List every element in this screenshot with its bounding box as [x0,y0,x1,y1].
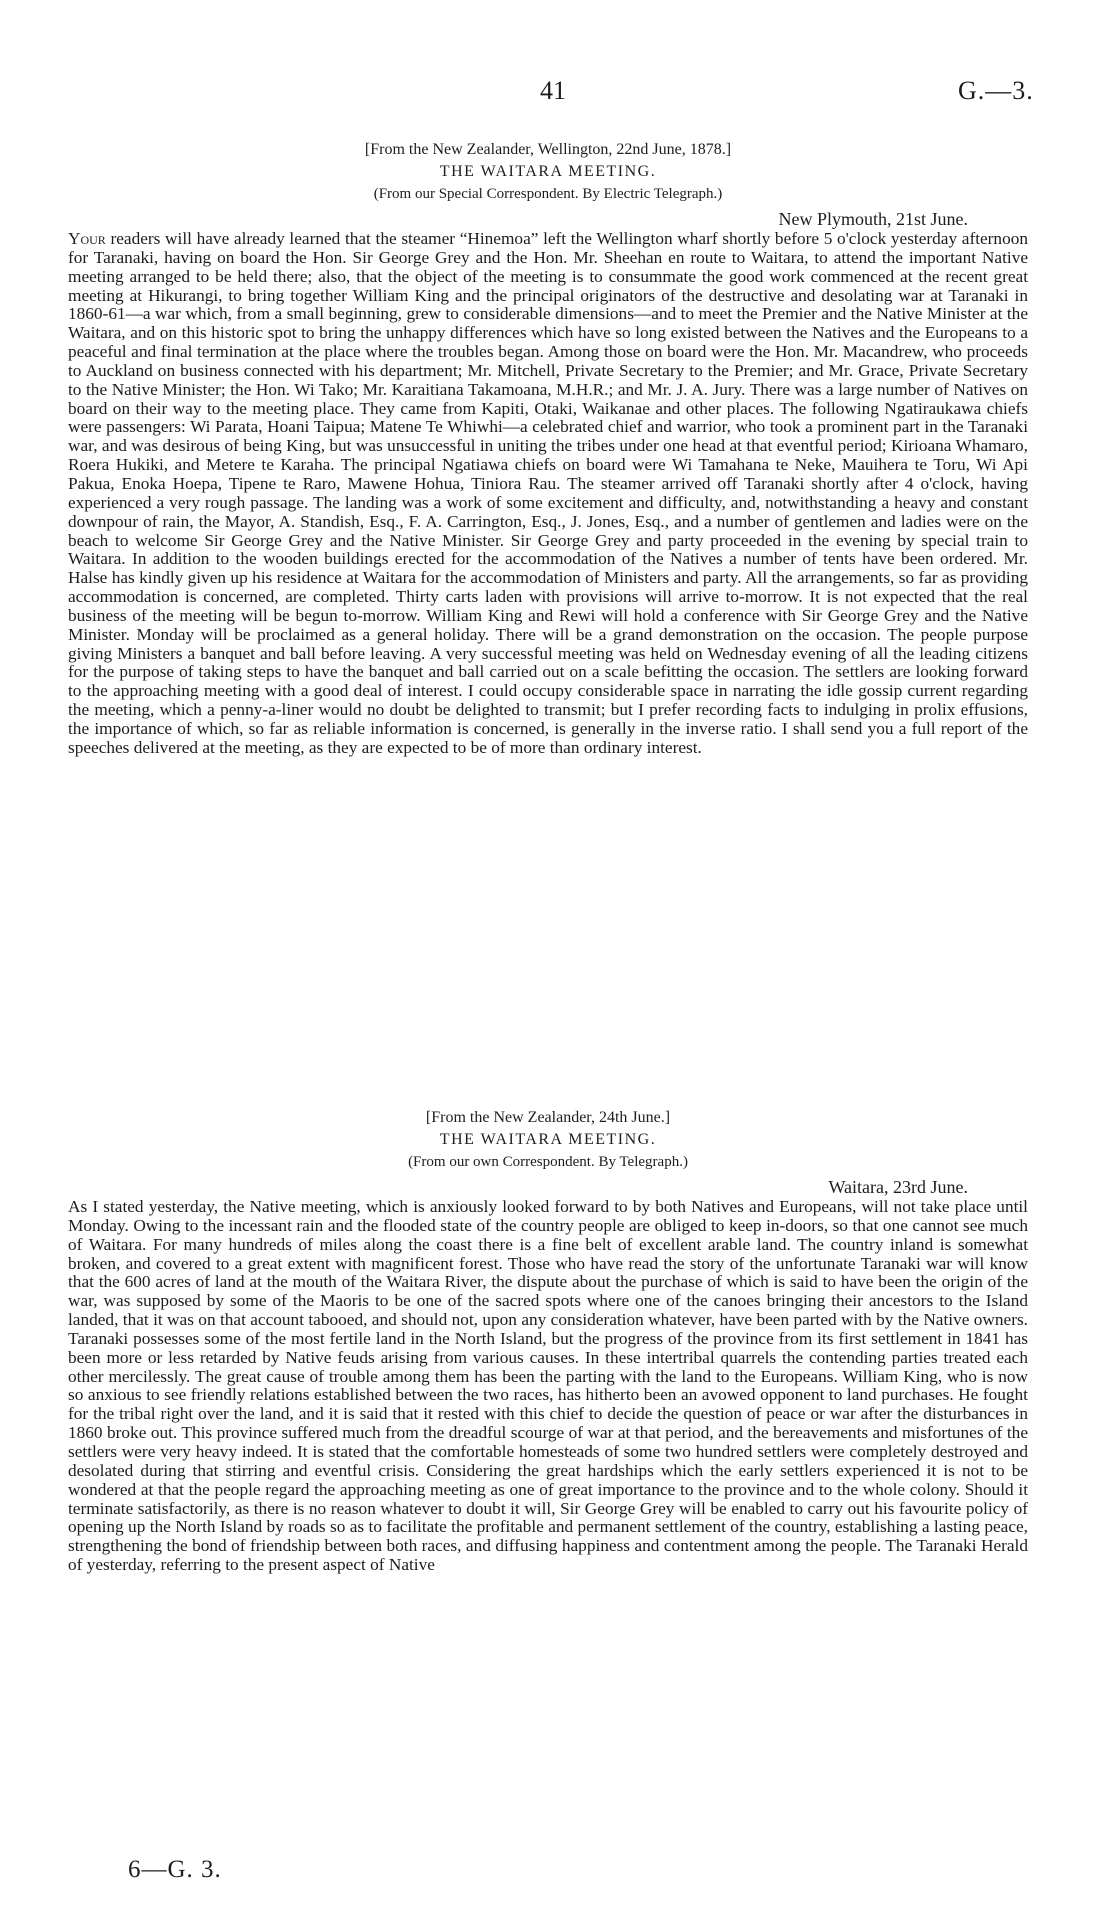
lead-word: As [68,1197,88,1216]
article-waitara-meeting-1 [68,140,1028,758]
signature-mark: 6—G. 3. [128,1856,222,1883]
lead-word: Your [68,229,106,248]
article-waitara-meeting-2 [68,1108,1028,1575]
article-body-text: readers will have already learned that the steamer “Hinemoa” left the Wellington wharf shortly before 5 o'clock yesterday afternoon for Taranaki, having on board the Hon. Sir George Grey and the Hon. Mr. Sheehan en route to Waitara, to attend the important Native meeting arranged to be held there; also, that the object of the meeting is to consummate the good work commenced at the recent great meeting at Hikurangi, to bring together William King and the principal originators of the destructive and desolating war at Taranaki in 1860-61—a war which, from a small beginning, grew to considerable dimensions—and to meet the Premier and the Native Minister at the Waitara, and on this historic spot to bring the unhappy differences which have so long existed between the Natives and the Europeans to a peaceful and final termination at the place where the troubles began. Among those on board were the Hon. Mr. Macandrew, who proceeds to Auckland on business connected with his department; Mr. Mitchell, Private Secretary to the Premier; and Mr. Grace, Private Secretary to the Native Minister; the Hon. Wi Tako; Mr. Karaitiana Takamoana, M.H.R.; and Mr. J. A. Jury. There was a large number of Natives on board on their way to the meeting place. They came from Kapiti, Otaki, Waikanae and other places. The following Ngatiraukawa chiefs were passengers: Wi Parata, Hoani Taipua; Matene Te Whiwhi—a celebrated chief and warrior, who took a prominent part in the Taranaki war, and was desirous of being King, but was unsuccessful in uniting the tribes under one head at that eventful period; Kirioana Whamaro, Roera Hukiki, and Metere te Karaha. The principal Ngatiawa chiefs on board were Wi Tamahana te Neke, Mauihera te Toru, Wi Api Pakua, Enoka Hoepa, Tipene te Raro, Mawene Hohua, Tiniora Rau. The steamer arrived off Taranaki shortly after 4 o'clock, having experienced a very rough passage. The landing was a work of some excitement and difficulty, and, notwithstanding a heavy and constant downpour of rain, the Mayor, A. Standish, Esq., F. A. Carrington, Esq., J. Jones, Esq., and a number of gentlemen and ladies were on the beach to welcome Sir George Grey and the Native Minister. Sir George Grey and party proceeded in the evening by special train to Waitara. In addition to the wooden buildings erected for the accommodation of the Natives a number of tents have been ordered. Mr. Halse has kindly given up his residence at Waitara for the accommodation of Ministers and party. All the arrangements, so far as providing accommodation is concerned, are completed. Thirty carts laden with provisions will arrive to-morrow. It is not expected that the real business of the meeting will be begun to-morrow. William King and Rewi will hold a conference with Sir George Grey and the Native Minister. Monday will be proclaimed as a general holiday. There will be a grand demonstration on the occasion. The people purpose giving Ministers a banquet and ball before leaving. A very successful meeting was held on Wednesday evening of all the leading citizens for the purpose of taking steps to have the banquet and ball carried out on a scale befitting the occasion. The settlers are looking forward to the approaching meeting with a good deal of interest. I could occupy considerable space in narrating the idle gossip current regarding the meeting, which a penny-a-liner would no doubt be delighted to transmit; but I prefer recording facts to indulging in prolix effusions, the importance of which, so far as reliable information is concerned, is generally in the inverse ratio. I shall send you a full report of the speeches delivered at the meeting, as they are expected to be of more than ordinary interest. [68,229,1028,757]
page-number: 41 [540,76,566,105]
document-reference: G.—3. [958,76,1034,105]
article-subhead: (From our own Correspondent. By Telegraph.) [408,1154,688,1170]
article-source: [From the New Zealander, 24th June.] [425,1109,671,1126]
article-headline: THE WAITARA MEETING. [439,1131,657,1148]
article-source: [From the New Zealander, Wellington, 22nd June, 1878.] [364,141,732,158]
article-headline: THE WAITARA MEETING. [439,163,657,180]
article-dateline: New Plymouth, 21st June. [778,209,968,229]
article-body [68,230,1028,758]
article-dateline: Waitara, 23rd June. [828,1177,968,1197]
article-subhead: (From our Special Correspondent. By Electric Telegraph.) [373,186,723,202]
article-body [68,1198,1028,1575]
article-body-text: I stated yesterday, the Native meeting, which is anxiously looked forward to by both Natives and Europeans, will not take place until Monday. Owing to the incessant rain and the flooded state of the country people are obliged to keep in-doors, so that one cannot see much of Waitara. For many hundreds of miles along the coast there is a fine belt of excellent arable land. The country inland is somewhat broken, and covered to a great extent with magnificent forest. Those who have read the story of the unfortunate Taranaki war will know that the 600 acres of land at the mouth of the Waitara River, the dispute about the purchase of which is said to have been the origin of the war, was supposed by some of the Maoris to be one of the sacred spots where one of the canoes bringing their ancestors to the Island landed, that it was on that account tabooed, and should not, upon any consideration whatever, have been parted with by the Native owners. Taranaki possesses some of the most fertile land in the North Island, but the progress of the province from its first settlement in 1841 has been more or less retarded by Native feuds arising from various causes. In these intertribal quarrels the contending parties treated each other mercilessly. The great cause of trouble among them has been the parting with the land to the Europeans. William King, who is now so anxious to see friendly relations established between the two races, has hitherto been an avowed opponent to land purchases. He fought for the tribal right over the land, and it is said that it rested with this chief to decide the question of peace or war after the disturbances in 1860 broke out. This province suffered much from the dreadful scourge of war at that period, and the bereavements and misfortunes of the settlers were very heavy indeed. It is stated that the comfortable homesteads of some two hundred settlers were completely destroyed and desolated during that stirring and eventful crisis. Considering the great hardships which the early settlers experienced it is not to be wondered at that the people regard the approaching meeting as one of great importance to the province and to the whole colony. Should it terminate satisfactorily, as there is no reason whatever to doubt it will, Sir George Grey will be enabled to carry out his favourite policy of opening up the North Island by roads so as to facilitate the profitable and permanent settlement of the country, establishing a lasting peace, strengthening the bond of friendship between both races, and diffusing happiness and contentment among the people. The Taranaki Herald of yesterday, referring to the present aspect of Native [68,1197,1028,1575]
